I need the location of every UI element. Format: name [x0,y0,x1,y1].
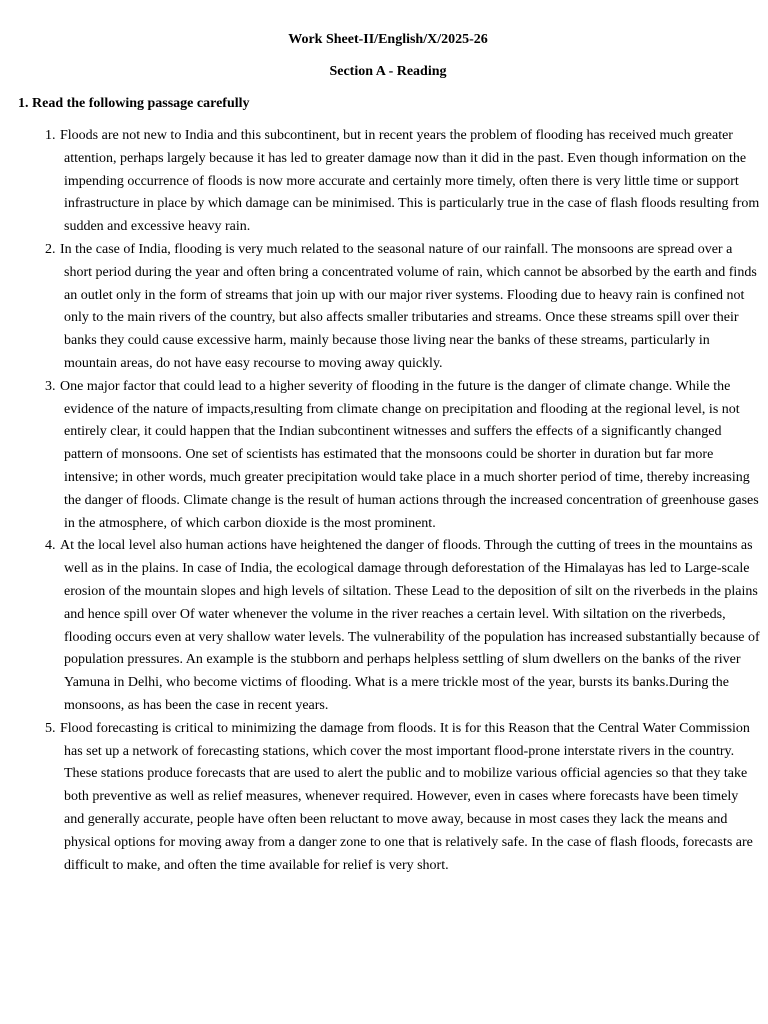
paragraph-text: One major factor that could lead to a higher severity of flooding in the future is the danger of climate change. While the evidence of the nature of impacts,resulting from climate change on precipitation and flooding at the regional level, is not entirely clear, it could happen that the Indian subcontinent witnesses and suffers the effects of a significantly changed pattern of monsoons. One set of scientists has estimated that the monsoons could be shorter in duration but far more intensive; in other words, much greater precipitation would take place in a much shorter period of time, thereby increasing the danger of floods. Climate change is the result of human actions through the increased concentration of greenhouse gases in the atmosphere, of which carbon dioxide is the most prominent. [60,378,759,531]
paragraph-text: Floods are not new to India and this subcontinent, but in recent years the problem of flooding has received much greater attention, perhaps largely because it has led to greater damage now than it did in the past. Even though information on the impending occurrence of floods is now more accurate and certainly more timely, often there is very little time or support infrastructure in place by which damage can be minimised. This is particularly true in the case of flash floods resulting from sudden and excessive heavy rain. [60,128,760,235]
passage-paragraph-4 [45,535,761,717]
paragraph-number: 3. [45,378,56,394]
paragraph-text: In the case of India, flooding is very much related to the seasonal nature of our rainfall. The monsoons are spread over a short period during the year and often bring a concentrated volume of rain, which cannot be absorbed by the earth and finds an outlet only in the form of streams that join up with our major river systems. Flooding due to heavy rain is confined not only to the main rivers of the country, but also affects smaller tributaries and streams. Once these streams spill over their banks they could cause excessive harm, mainly because those living near the banks of these streams, particularly in mountain areas, do not have easy recourse to moving away quickly. [60,241,757,371]
passage [45,125,761,877]
paragraph-text: At the local level also human actions have heightened the danger of floods. Through the cutting of trees in the mountains as well as in the plains. In case of India, the ecological damage through deforestation of the Himalayas has led to Large-scale erosion of the mountain slopes and high levels of siltation. These Lead to the deposition of silt on the riverbeds in the plains and hence spill over Of water whenever the volume in the river reaches a certain level. With siltation on the riverbeds, flooding occurs even at very shallow water levels. The vulnerability of the population has increased substantially because of population pressures. An example is the stubborn and perhaps helpless settling of slum dwellers on the banks of the river Yamuna in Delhi, who become victims of flooding. What is a mere trickle most of the year, bursts its banks.During the monsoons, as has been the case in recent years. [60,538,760,713]
passage-paragraph-5 [45,718,761,878]
paragraph-number: 4. [45,538,56,554]
paragraph-number: 2. [45,241,56,257]
section-heading: Section A - Reading [329,64,447,79]
paragraph-number: 1. [45,128,56,143]
passage-paragraph-1 [45,125,761,239]
passage-paragraph-2 [45,239,761,376]
question-instruction: 1. Read the following passage carefully [18,96,250,111]
paragraph-text: Flood forecasting is critical to minimizing the damage from floods. It is for this Reason that the Central Water Commission has set up a network of forecasting stations, which cover the most important flood-prone interstate rivers in the country. These stations produce forecasts that are used to alert the public and to mobilize various official agencies so that they take both preventive as well as relief measures, whenever required. However, even in cases where forecasts have been timely and generally accurate, people have often been reluctant to move away, because in most cases they lack the means and physical options for moving away from a danger zone to one that is relatively safe. In the case of flash floods, forecasts are difficult to make, and often the time available for relief is very short. [60,720,753,873]
paragraph-number: 5. [45,720,56,736]
worksheet-title: Work Sheet-II/English/X/2025-26 [288,32,488,47]
passage-paragraph-3 [45,376,761,536]
